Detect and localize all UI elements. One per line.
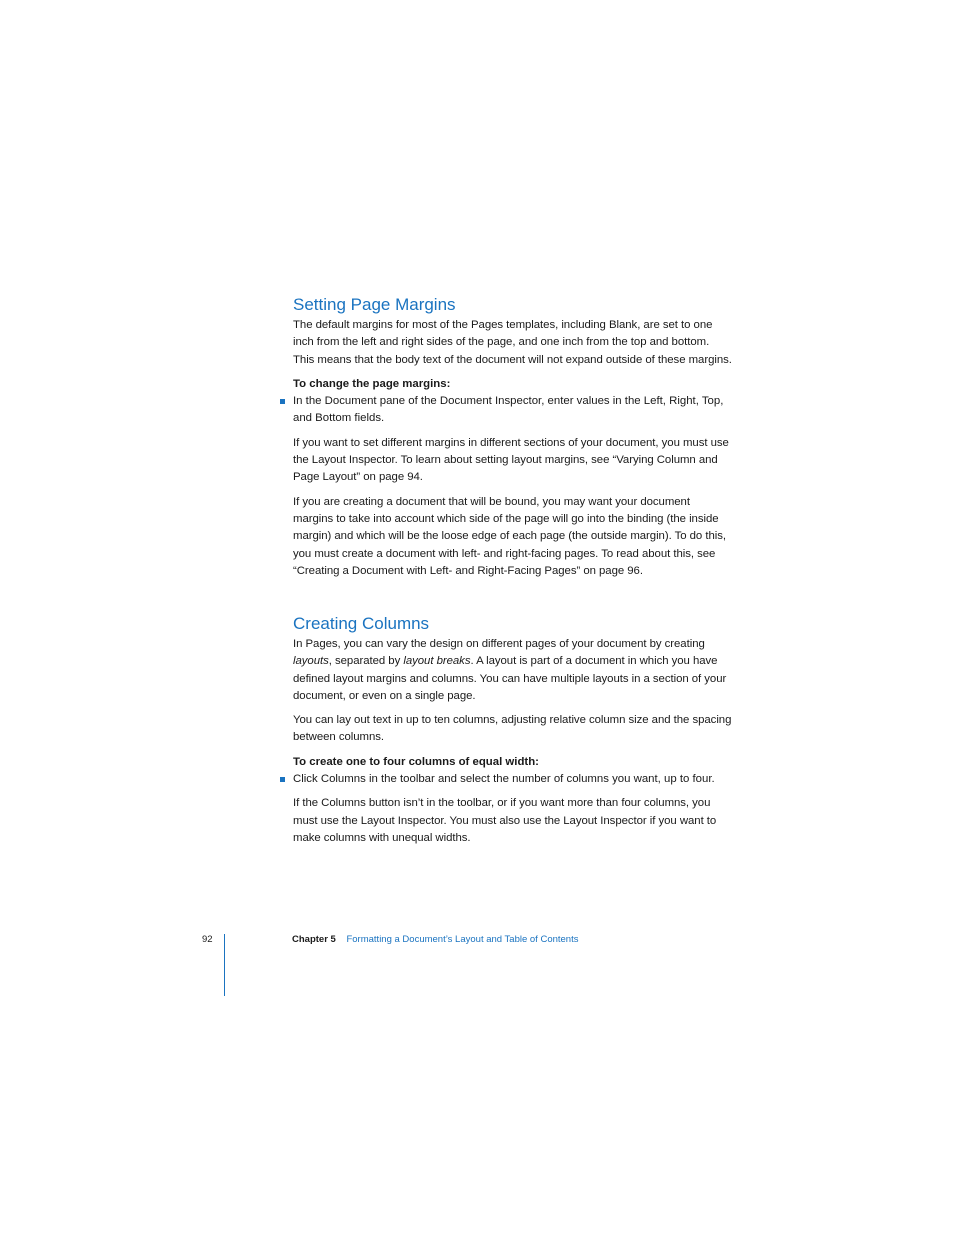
chapter-footer xyxy=(292,934,578,945)
intro-paragraph xyxy=(293,636,733,705)
body-paragraph: If the Columns button isn’t in the toolbar, or if you want more than four columns, you must use the Layout Inspector. You must also use the Layout Inspector if you want to make columns with unequal widths. xyxy=(293,797,717,844)
section-heading: Creating Columns xyxy=(293,614,430,633)
intro-text: . A layout is part of a document in which you have defined layout margins and columns. You can have multiple layouts in a section of your document, or even on a single page. xyxy=(293,655,727,702)
chapter-title-link[interactable]: Formatting a Document’s Layout and Table of Contents xyxy=(346,934,579,945)
body-paragraph: If you are creating a document that will be bound, you may want your document margins to take into account which side of the page will go into the binding (the inside margin) and which will be the loose edge of each page (the outside margin). To do this, you must create a document with left- and right-facing pages. To read about this, see “Creating a Document with Left- and Right-Facing Pages” on page 96. xyxy=(293,495,726,577)
bullet-square-icon xyxy=(280,399,285,404)
bullet-text: In the Document pane of the Document Inspector, enter values in the Left, Right, Top, and Bottom fields. xyxy=(293,395,724,425)
bullet-text: Click Columns in the toolbar and select the number of columns you want, up to four. xyxy=(293,773,715,786)
intro-text: , separated by xyxy=(328,655,404,668)
section-creating-columns xyxy=(293,614,733,847)
chapter-label: Chapter 5 xyxy=(292,934,336,945)
bullet-square-icon xyxy=(280,777,285,782)
task-heading: To create one to four columns of equal width: xyxy=(293,755,539,768)
term-layouts: layouts xyxy=(293,655,329,668)
page-number: 92 xyxy=(202,934,213,945)
intro-text: In Pages, you can vary the design on different pages of your document by creating xyxy=(293,638,705,650)
body-paragraph: You can lay out text in up to ten columns, adjusting relative column size and the spacing between columns. xyxy=(293,714,732,744)
section-setting-page-margins xyxy=(293,295,733,580)
body-paragraph: If you want to set different margins in different sections of your document, you must use the Layout Inspector. To learn about setting layout margins, see “Varying Column and Page Layout” on page 94. xyxy=(293,436,729,484)
term-layout-breaks: layout breaks xyxy=(403,655,471,668)
footer-divider xyxy=(224,934,225,996)
section-heading: Setting Page Margins xyxy=(293,295,456,314)
task-heading: To change the page margins: xyxy=(293,377,451,390)
bullet-item xyxy=(293,771,733,788)
bullet-item xyxy=(293,393,733,428)
intro-paragraph: The default margins for most of the Pages templates, including Blank, are set to one inch from the left and right sides of the page, and one inch from the top and bottom. This means that the body text of the document will not expand outside of these margins. xyxy=(293,319,732,366)
